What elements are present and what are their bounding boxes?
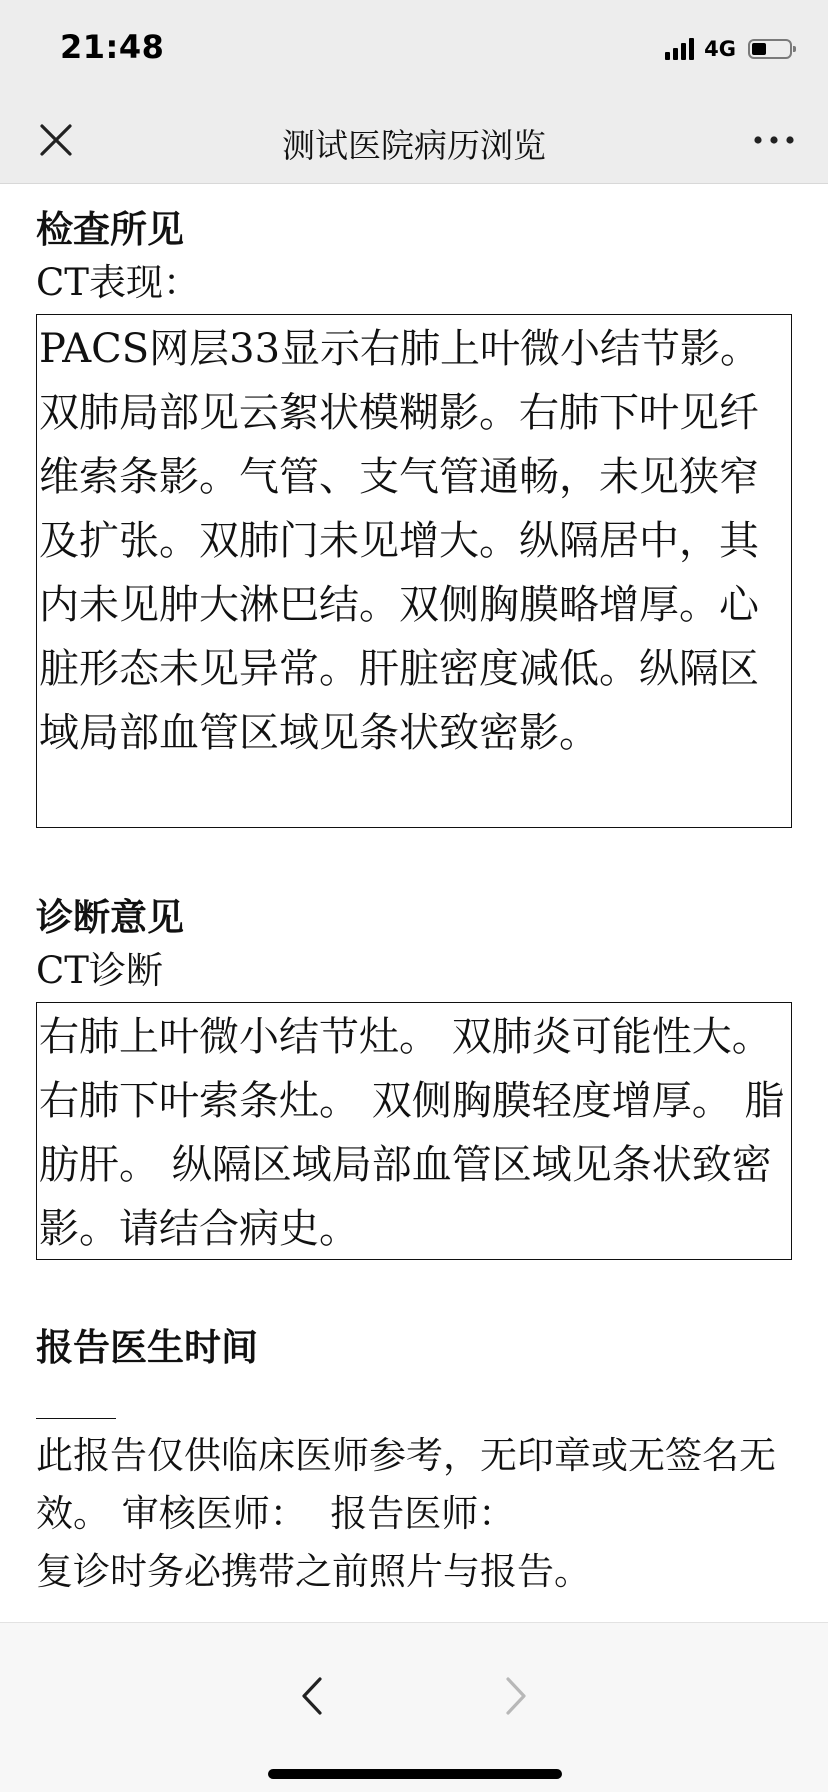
more-icon [746, 120, 802, 160]
findings-sublabel: CT表现： [36, 261, 200, 304]
diagnosis-heading: 诊断意见 [36, 896, 184, 939]
findings-text-box: PACS网层33显示右肺上叶微小结节影。双肺局部见云絮状模糊影。右肺下叶见纤维索条影。气管、支气管通畅，未见狭窄及扩张。双肺门未见增大。纵隔居中，其内未见肿大淋巴结。双侧胸膜略增厚。心脏形态未见异常。肝脏密度减低。纵隔区域局部血管区域见条状致密影。 [36, 314, 792, 828]
diagnosis-text-box: 右肺上叶微小结节灶。 双肺炎可能性大。 右肺下叶索条灶。 双侧胸膜轻度增厚。 脂肪肝。 纵隔区域局部血管区域见条状致密影。请结合病史。 [36, 1002, 792, 1260]
signature-divider [36, 1418, 116, 1419]
status-time: 21:48 [60, 28, 165, 66]
report-content [36, 184, 792, 1601]
signal-strength-icon [665, 38, 694, 60]
battery-icon [748, 39, 792, 59]
diagnosis-sublabel: CT诊断 [36, 949, 163, 992]
forward-button[interactable] [494, 1669, 538, 1723]
home-indicator[interactable] [268, 1769, 562, 1779]
page-title: 测试医院病历浏览 [282, 126, 546, 165]
report-time-heading: 报告医生时间 [36, 1326, 258, 1369]
chevron-right-icon [494, 1669, 538, 1723]
chevron-left-icon [290, 1669, 334, 1723]
back-button[interactable] [290, 1669, 334, 1723]
status-bar [0, 0, 828, 96]
bottom-toolbar [0, 1622, 828, 1792]
battery-cap [793, 46, 796, 52]
disclaimer-text: 此报告仅供临床医师参考，无印章或无签名无效。 审核医师： 报告医师： 复诊时务必携带之前照片与报告。 [36, 1434, 776, 1593]
nav-bar [0, 96, 828, 184]
more-options-button[interactable] [746, 120, 802, 160]
findings-heading: 检查所见 [36, 208, 184, 251]
network-type: 4G [704, 37, 736, 61]
battery-fill [752, 43, 766, 55]
status-indicators [665, 34, 792, 64]
